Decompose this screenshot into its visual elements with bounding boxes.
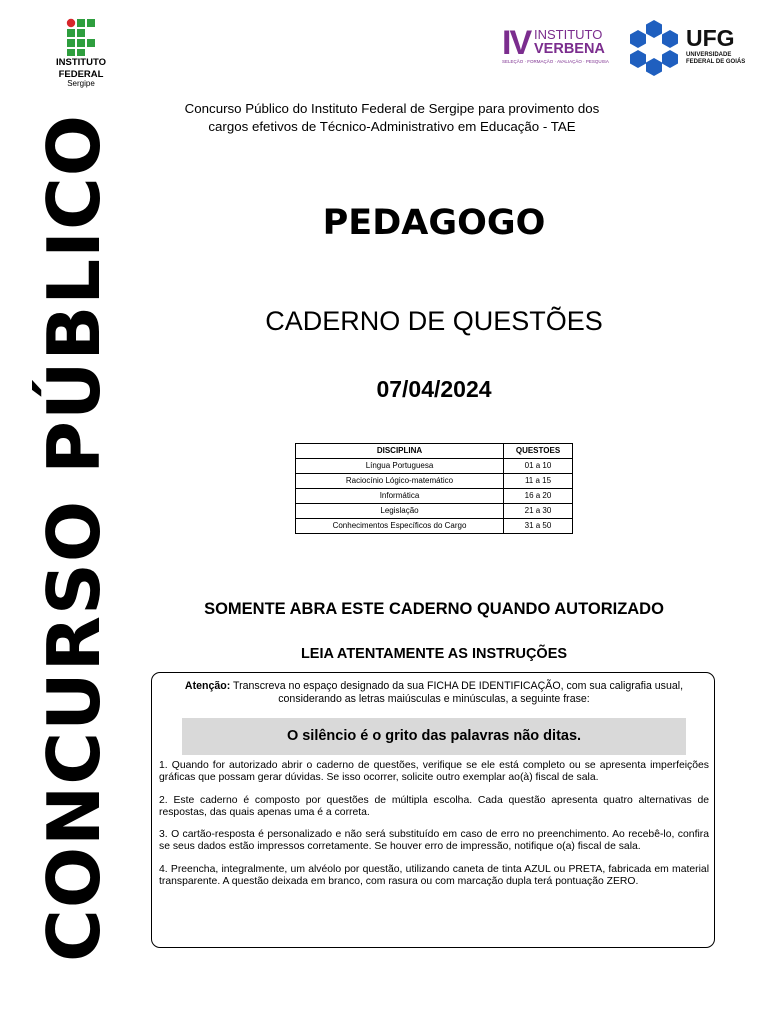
open-warning: SOMENTE ABRA ESTE CADERNO QUANDO AUTORIZADO	[204, 600, 664, 618]
table-cell-questions: 21 a 30	[504, 504, 573, 519]
attention-text: Transcreva no espaço designado da sua FICHA DE IDENTIFICAÇÃO, com sua caligrafia usual, considerando as letras maiúsculas e minúsculas, a seguinte frase:	[233, 680, 684, 705]
if-logo-line1: INSTITUTO	[56, 57, 106, 68]
instruction-item: 3. O cartão-resposta é personalizado e não será substituído em caso de erro no preenchimento. Ao recebê-lo, confira se seus dados estão impressos corretamente. Se houver erro de impressão, notifique o(a) fiscal de sala.	[159, 829, 709, 853]
table-row	[296, 489, 573, 504]
ufg-line2: FEDERAL DE GOIÁS	[686, 59, 746, 65]
table-cell-discipline: Língua Portuguesa	[296, 459, 504, 474]
table-row	[296, 474, 573, 489]
page-title: PEDAGOGO	[322, 203, 546, 243]
if-logo-line2: FEDERAL	[58, 68, 104, 80]
verbena-line2: VERBENA	[534, 41, 605, 57]
verbena-numeral: IV	[502, 24, 531, 62]
instruction-item: 1. Quando for autorizado abrir o caderno de questões, verifique se ele está completo ou se apresenta imperfeições gráficas que possam gerar dúvidas. Se isso ocorrer, solicite outro exemplar ao(à) fiscal de sala.	[159, 760, 709, 784]
instructions-box	[151, 672, 715, 948]
table-cell-discipline: Raciocínio Lógico-matemático	[296, 474, 504, 489]
ufg-logo	[626, 18, 746, 76]
table-cell-discipline: Conhecimentos Específicos do Cargo	[296, 519, 504, 534]
ufg-name: UFG	[686, 25, 735, 51]
ufg-hexagon-icon	[626, 18, 682, 76]
attention-label: Atenção:	[184, 680, 231, 692]
table-header-row	[296, 444, 573, 459]
header-line1: Concurso Público do Instituto Federal de Sergipe para provimento dos	[184, 101, 600, 116]
verbena-line1: INSTITUTO	[534, 27, 603, 42]
verbena-tagline: SELEÇÃO · FORMAÇÃO · AVALIAÇÃO · PESQUISA	[502, 59, 609, 64]
transcription-phrase: O silêncio é o grito das palavras não ditas.	[182, 718, 686, 755]
table-header-questions: QUESTOES	[504, 444, 573, 459]
side-title: CONCURSO PÚBLICO	[32, 113, 116, 962]
discipline-table	[295, 443, 573, 534]
header-text	[140, 100, 644, 136]
table-cell-questions: 01 a 10	[504, 459, 573, 474]
instituto-federal-mark-icon	[66, 18, 96, 56]
if-logo-line3: Sergipe	[67, 79, 95, 88]
instituto-verbena-logo	[502, 26, 612, 66]
page-subtitle: CADERNO DE QUESTÕES	[265, 306, 603, 336]
table-cell-discipline: Legislação	[296, 504, 504, 519]
instruction-item: 2. Este caderno é composto por questões de múltipla escolha. Cada questão apresenta quatro alternativas de respostas, das quais apenas uma é a correta.	[159, 794, 709, 818]
table-cell-questions: 16 a 20	[504, 489, 573, 504]
instituto-federal-logo	[46, 18, 116, 94]
table-cell-questions: 31 a 50	[504, 519, 573, 534]
header-line2: cargos efetivos de Técnico-Administrativo em Educação - TAE	[208, 119, 576, 134]
table-row	[296, 459, 573, 474]
table-row	[296, 504, 573, 519]
exam-date: 07/04/2024	[376, 376, 492, 402]
table-cell-discipline: Informática	[296, 489, 504, 504]
table-cell-questions: 11 a 15	[504, 474, 573, 489]
attention-note	[172, 680, 696, 706]
instruction-item: 4. Preencha, integralmente, um alvéolo por questão, utilizando caneta de tinta AZUL ou PRETA, fabricada em material transparente. A questão deixada em branco, com rasura ou com marcação dupla terá pontuação ZERO.	[159, 863, 709, 887]
table-row	[296, 519, 573, 534]
table-header-discipline: DISCIPLINA	[296, 444, 504, 459]
ufg-line1: UNIVERSIDADE	[686, 52, 732, 58]
instructions-list	[159, 760, 709, 898]
read-instructions-heading: LEIA ATENTAMENTE AS INSTRUÇÕES	[300, 646, 568, 662]
